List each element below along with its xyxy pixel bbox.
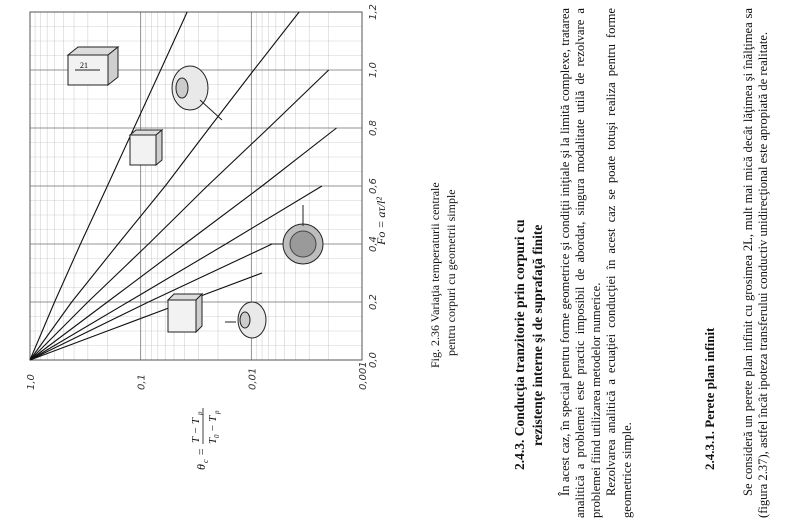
svg-text:0: 0 <box>213 434 221 438</box>
subsection-body <box>741 8 772 518</box>
subsection-paragraph-1: Se consideră un perete plan infinit cu grosimea 2L, mult mai mică decât lăţimea şi înălţimea sa (figura 2.37), astfel încât ipoteza transferului conductiv unidirecţional este apropiată de realitate. <box>741 8 771 518</box>
svg-text:− T: − T <box>207 415 219 432</box>
svg-text:=: = <box>194 447 208 456</box>
svg-text:p: p <box>196 411 204 415</box>
x-tick-label: 0,4 <box>368 236 379 252</box>
svg-text:c: c <box>201 459 210 463</box>
x-tick-label: 0,2 <box>368 294 379 310</box>
body-sketch-cube-middle <box>130 130 162 165</box>
body-sketch-sphere <box>270 205 323 264</box>
svg-text:θ: θ <box>194 464 208 470</box>
figure-caption-line1: Fig. 2.36 Variaţia temperaturii centrale <box>428 182 442 368</box>
svg-text:p: p <box>213 410 221 414</box>
x-tick-label: 1,2 <box>368 4 379 20</box>
x-tick-label: 0,8 <box>368 120 379 136</box>
body-sketch-cylinder-top <box>172 66 222 120</box>
body-sketch-cube-bottom <box>168 294 202 332</box>
subsection-title: 2.4.3.1. Perete plan infinit <box>702 327 717 470</box>
section-body <box>558 8 635 518</box>
theta-formula <box>190 408 221 470</box>
section-paragraph-2: Rezolvarea analitică a ecuaţiei conducţiei în acest caz se poate totuşi realiza pentru forme geometrice simple. <box>604 8 634 518</box>
figure-caption-line2: pentru corpuri cu geometrii simple <box>444 189 458 356</box>
x-tick-label: 0,6 <box>368 178 379 194</box>
section-paragraph-1: În acest caz, în special pentru forme geometrice şi condiţii iniţiale şi la limită complexe, tratarea analitică a problemei este practic imposibil de abordat, singura modalitate utilă de rezolvare a problemei fiind utilizarea metodelor numerice. <box>558 8 603 518</box>
x-tick-label: 1,0 <box>368 62 379 78</box>
section-title-line1: 2.4.3. Conducţia tranzitorie prin corpuri cu <box>512 219 527 470</box>
body-sketch-cylinder-bottom <box>225 302 266 338</box>
x-tick-label: 0,0 <box>368 352 379 368</box>
section-title-line2: rezistenţe interne şi de suprafaţă finite <box>530 224 545 446</box>
x-axis-label: Fo = aτ/l² <box>374 197 388 245</box>
y-tick-label: 0,001 <box>358 361 369 390</box>
body-sketch-cube-top <box>68 47 118 85</box>
svg-text:21: 21 <box>80 61 88 70</box>
y-tick-label: 0,01 <box>247 367 259 390</box>
svg-text:T − T: T − T <box>190 418 202 443</box>
y-tick-label: 1,0 <box>26 374 37 390</box>
svg-text:T: T <box>207 437 219 444</box>
y-tick-label: 0,1 <box>136 374 148 390</box>
